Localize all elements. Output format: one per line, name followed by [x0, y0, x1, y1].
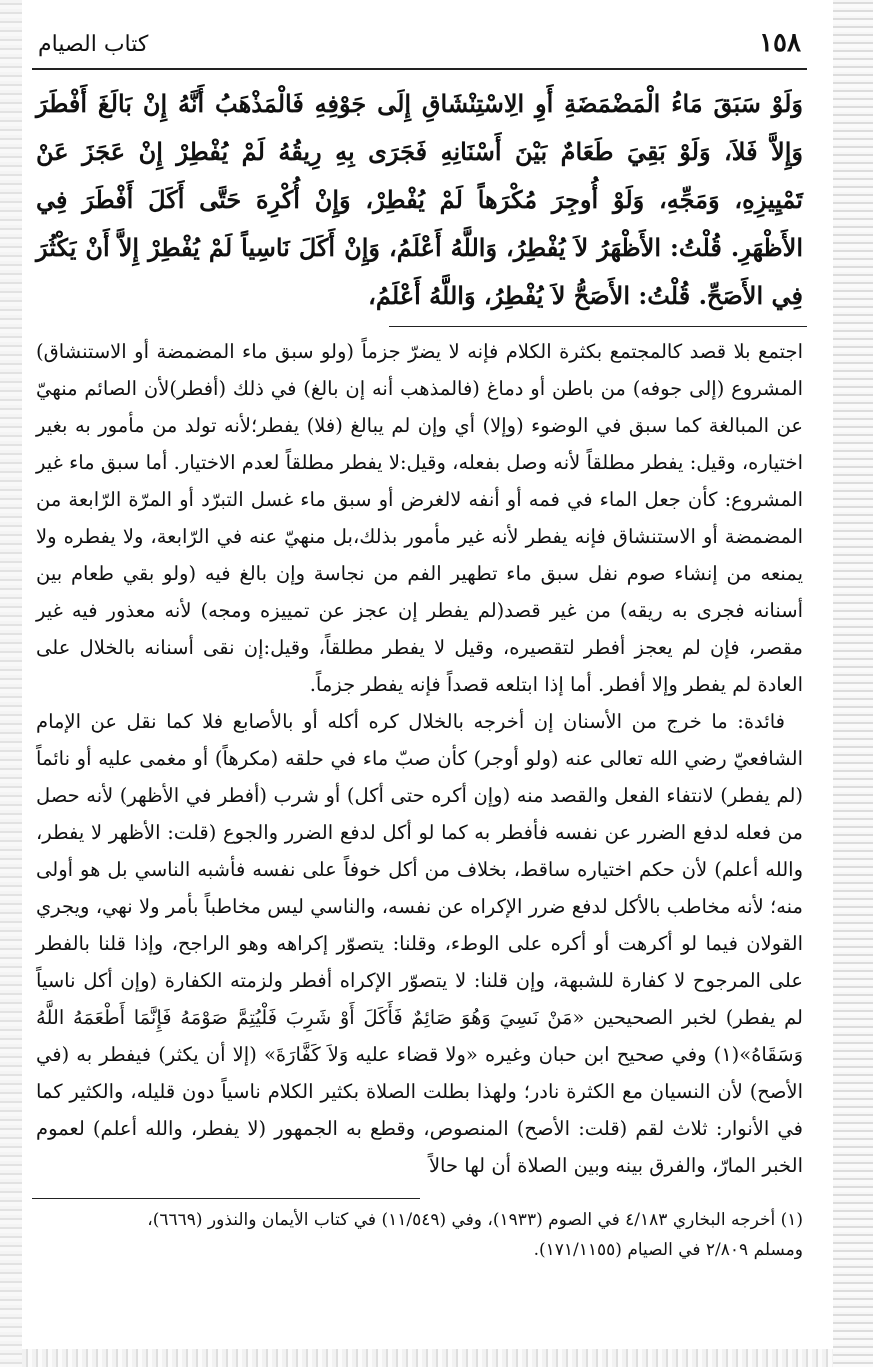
- book-title: كتاب الصيام: [38, 32, 149, 57]
- sharh-paragraph: اجتمع بلا قصد كالمجتمع بكثرة الكلام فإنه لا يضرّ جزماً (ولو سبق ماء المضمضة أو الاستنشاق) المشروع (إلى جوفه) من باطن أو دماغ (فالمذهب أنه إن بالغ) في ذلك (أفطر)لأن الصائم منهيّ عن المبالغة كما سبق في الوضوء (وإلا) أي وإن لم يبالغ (فلا) يفطر؛لأنه تولد من مأمور به بغير اختياره، وقيل: يفطر مطلقاً لأنه وصل بفعله، وقيل:لا يفطر مطلقاً لعدم الاختيار. أما سبق ماء غير المشروع: كأن جعل الماء في فمه أو أنفه لالغرض أو سبق ماء غسل التبرّد أو المرّة الرّابعة من المضمضة أو الاستنشاق فإنه يفطر لأنه غير مأمور بذلك،بل منهيّ عنه في الرّابعة، ولا يفطره ولا يمنعه من إنشاء صوم نفل سبق ماء تطهير الفم من نجاسة وإن بالغ فيه (ولو بقي طعام بين أسنانه فجرى به ريقه) من غير قصد(لم يفطر إن عجز عن تمييزه ومجه) لأنه معذور فيه غير مقصر، فإن لم يعجز أفطر لتقصيره، وقيل لا يفطر مطلقاً، وقيل:إن نقى أسنانه بالخلال على العادة لم يفطر وإلا أفطر. أما إذا ابتلعه قصداً فإنه يفطر جزماً.: [36, 340, 803, 696]
- scan-edge-right: [833, 0, 873, 1367]
- scan-edge-left: [0, 0, 22, 1367]
- sharh-commentary: [36, 333, 803, 1184]
- running-header: [32, 26, 807, 70]
- sharh-paragraph-faida: فائدة: ما خرج من الأسنان إن أخرجه بالخلال كره أكله أو بالأصابع فلا كما نقل عن الإمام الشافعيّ رضي الله تعالى عنه (ولو أوجر) كأن صبّ ماء في حلقه (مكرهاً) أو مغمى عليه أو نائماً (لم يفطر) لانتفاء الفعل والقصد منه (وإن أكره حتى أكل) أو شرب (أفطر في الأظهر) لأنه حصل من فعله لدفع الضرر عن نفسه فأفطر به كما لو أكل لدفع الضرر والجوع (قلت: الأظهر لا يفطر، والله أعلم) لأن حكم اختياره ساقط، بخلاف من أكل خوفاً على نفسه فأشبه الناسي بل هو أولى منه؛ لأنه مخاطب بالأكل لدفع ضرر الإكراه عن نفسه، والناسي ليس مخاطباً بأمر ولا نهي، ويجري القولان فيما لو أكرهت أو أكره على الوطء، وقلنا: يتصوّر إكراهه وهو الراجح، وإذا قلنا بالفطر على المرجوح لا كفارة للشبهة، وإن قلنا: لا يتصوّر الإكراه أفطر ولزمته الكفارة (وإن أكل ناسياً لم يفطر) لخبر الصحيحين «مَنْ نَسِيَ وَهُوَ صَائِمٌ فَأَكَلَ أَوْ شَرِبَ فَلْيُتِمَّ صَوْمَهُ فَإِنَّمَا أَطْعَمَهُ اللَّهُ وَسَقَاهُ»(١) وفي صحيح ابن حبان وغيره «ولا قضاء عليه وَلاَ كَفَّارَةَ» (إلا أن يكثر) فيفطر به (في الأصح) لأن النسيان مع الكثرة نادر؛ ولهذا بطلت الصلاة بكثير الكلام ناسياً دون قليله، والكثير كما في الأنوار: ثلاث لقم (قلت: الأصح) المنصوص، وقطع به الجمهور (لا يفطر، والله أعلم) لعموم الخبر المارّ، والفرق بينه وبين الصلاة أن لها حالاً: [36, 710, 803, 1177]
- footnote-line: (١) أخرجه البخاري ٤/١٨٣ في الصوم (١٩٣٣)، وفي (١١/٥٤٩) في كتاب الأيمان والنذور (٦٦٦٩)،: [147, 1210, 803, 1230]
- page-number: ١٥٨: [759, 28, 801, 58]
- matn-text: وَلَوْ سَبَقَ مَاءُ الْمَضْمَضَةِ أَوِ الِاسْتِنْشَاقِ إِلَى جَوْفِهِ فَالْمَذْهَبُ أَنَّهُ إِنْ بَالَغَ أَفْطَرَ وَإِلاَّ فَلاَ، وَلَوْ بَقِيَ طَعَامٌ بَيْنَ أَسْنَانِهِ فَجَرَى بِهِ رِيقُهُ لَمْ يُفْطِرْ إِنْ عَجَزَ عَنْ تَمْيِيزِهِ، وَمَجِّهِ، وَلَوْ أُوجِرَ مُكْرَهاً لَمْ يُفْطِرْ، وَإِنْ أُكْرِهَ حَتَّى أَكَلَ أَفْطَرَ فِي الأَظْهَرِ. قُلْتُ: الأَظْهَرُ لاَ يُفْطِرُ، وَاللَّهُ أَعْلَمُ، وَإِنْ أَكَلَ نَاسِياً لَمْ يُفْطِرْ إِلاَّ أَنْ يَكْثُرَ فِي الأَصَحِّ. قُلْتُ: الأَصَحُّ لاَ يُفْطِرُ، وَاللَّهُ أَعْلَمُ،: [36, 89, 803, 310]
- footnote-line: ومسلم ٢/٨٠٩ في الصيام (١٧١/١١٥٥).: [533, 1240, 803, 1260]
- scan-edge-bottom: [22, 1349, 833, 1367]
- matn-separator: [389, 326, 808, 327]
- book-page: [32, 26, 807, 1341]
- footnotes: [36, 1205, 803, 1265]
- footnote-separator: [32, 1198, 420, 1199]
